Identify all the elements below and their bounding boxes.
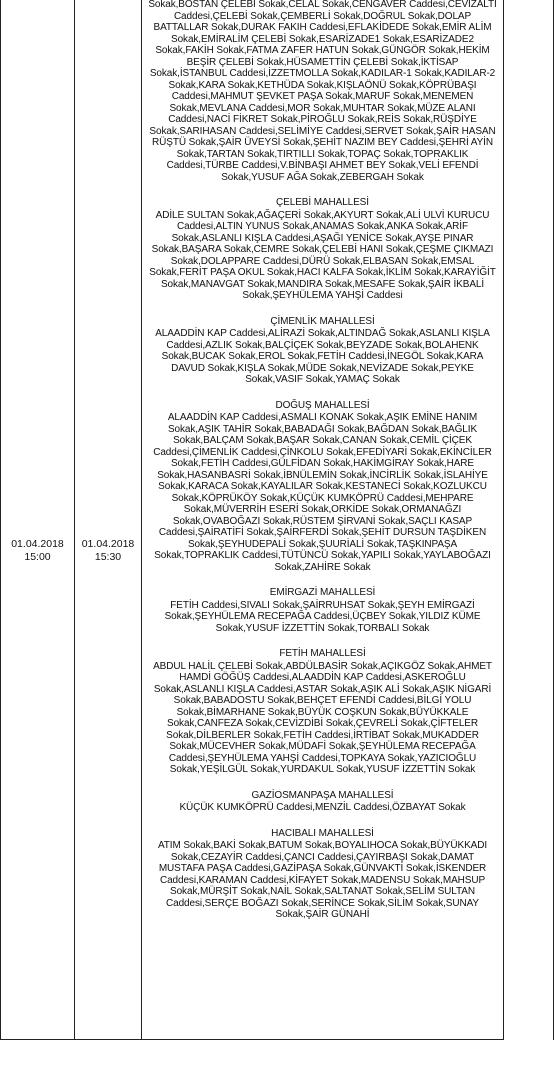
street-list: ADİLE SULTAN Sokak,AĞAÇERİ Sokak,AKYURT Sokak,ALİ ULVİ KURUCU Caddesi,ALTIN YUNUS Sokak,ANAMAS Sokak,ANKA Sokak,ARİF Sokak,ASLANLI KIŞLA Caddesi,AŞAĞI YENİCE Sokak,AYŞE PINAR Sokak,BAŞARA Sokak,CEMRE Sokak,ÇELEBİ HANI Sokak,ÇEŞME ÇIKMAZI Sokak,DOLAPPARE Caddesi,DÜRÜ Sokak,ELBASAN Sokak,EMSAL Sokak,FERİT PAŞA OKUL Sokak,HACI KALFA Sokak,İKLİM Sokak,KARAYİĞİT Sokak,MANAVGAT Sokak,MANDIRA Sokak,MESAFE Sokak,ŞAİR İKBALİ Sokak,ŞEYHÜLEMA YAHŞİ Caddesi <box>149 209 496 301</box>
row-border-bottom <box>0 1039 504 1040</box>
neighborhood-section <box>142 0 503 183</box>
column-border-left <box>0 0 1 1040</box>
street-list: KÜÇÜK KUMKÖPRÜ Caddesi,MENZİL Caddesi,ÖZBAYAT Sokak <box>179 802 466 813</box>
column-border-right <box>553 0 554 1040</box>
street-list: ALAADDİN KAP Caddesi,ALİRAZİ Sokak,ALTINDAĞ Sokak,ASLANLI KIŞLA Caddesi,AZLIK Sokak,BALÇİÇEK Sokak,BEYZADE Sokak,BOLAHENK Sokak,BUCAK Sokak,EROL Sokak,FETİH Caddesi,İNEGÖL Sokak,KARA DAVUD Sokak,KIŞLA Sokak,MÜDE Sokak,NEVİZADE Sokak,PEYKE Sokak,VASIF Sokak,YAMAÇ Sokak <box>155 328 490 385</box>
street-list: ABDUL HALİL ÇELEBİ Sokak,ABDÜLBASİR Sokak,AÇIKGÖZ Sokak,AHMET HAMDİ GÖĞÜŞ Caddesi,ALAADDİN KAP Caddesi,ASKEROĞLU Sokak,ASLANLI KIŞLA Caddesi,ASTAR Sokak,AŞIK ALİ Sokak,AŞIK NİGARİ Sokak,BABADOSTU Sokak,BEHÇET EFENDİ Caddesi,BİLGİ YOLU Sokak,BİMARHANE Sokak,BÜYÜK COŞKUN Sokak,BÜYÜKKALE Sokak,CANFEZA Sokak,CEVİZDİBİ Sokak,ÇEVRELİ Sokak,ÇİFTELER Sokak,DİLBERLER Sokak,FETİH Caddesi,İRTİBAT Sokak,MUKADDER Sokak,MÜCEVHER Sokak,MÜDAFİ Sokak,ŞEYHÜLEMA RECEPAĞA Caddesi,ŞEYHÜLEMA YAHŞİ Caddesi,TOPKAYA Sokak,YAZICIOĞLU Sokak,YEŞİLGÜL Sokak,YURDAKUL Sokak,YUSUF İZZETTİN Sokak <box>153 660 492 775</box>
end-datetime <box>75 538 141 564</box>
street-list: ATIM Sokak,BAKİ Sokak,BATUM Sokak,BOYALIHOCA Sokak,BÜYÜKKADI Sokak,CEZAYİR Caddesi,ÇANCI Caddesi,ÇAYIRBAŞI Sokak,DAMAT MUSTAFA PAŞA Caddesi,GAZİPAŞA Sokak,GÜNVAKTİ Sokak,İSKENDER Caddesi,KARAMAN Caddesi,KİFAYET Sokak,MADENSU Sokak,MAHSUP Sokak,MÜRŞİT Sokak,NAİL Sokak,SALTANAT Sokak,SELİM SULTAN Caddesi,SERÇE BOĞAZI Sokak,SERİNCE Sokak,SİLİM Sokak,SUNAY Sokak,ŞAİR GÜNAHİ <box>157 840 488 920</box>
neighborhood-title: DOĞUŞ MAHALLESİ <box>275 399 370 411</box>
neighborhood-title: ÇİMENLİK MAHALLESİ <box>270 315 375 327</box>
streets-column <box>142 0 503 935</box>
neighborhood-section <box>142 587 503 634</box>
street-list: ALAADDİN KAP Caddesi,ASMALI KONAK Sokak,AŞIK EMİNE HANIM Sokak,AŞIK TAHİR Sokak,BABADAĞI Sokak,BAĞDAN Sokak,BAĞLIK Sokak,BALÇAM Sokak,BAŞAR Sokak,CANAN Sokak,CEMİL ÇİÇEK Caddesi,ÇİMENLİK Caddesi,ÇİNKOLU Sokak,EFEDİYARİ Sokak,EKİNCİLER Sokak,FETİH Caddesi,GÜLFİDAN Sokak,HAKİMGİRAY Sokak,HARE Sokak,HASANBASRİ Sokak,İBNÜLEMİN Sokak,İNCİRLİK Sokak,İSLAHİYE Sokak,KARACA Sokak,KAYALILAR Sokak,KESTANECİ Sokak,KOZLUKCU Sokak,KÖPRÜKÖY Sokak,KÜÇÜK KUMKÖPRÜ Caddesi,MEHPARE Sokak,MÜVERRİH ESERİ Sokak,ORKİDE Sokak,ORMANAĞZI Sokak,OVABOĞAZI Sokak,RÜSTEM ŞİRVANİ Sokak,SAÇLI KASAP Caddesi,ŞAİRATİFİ Sokak,ŞAİRFERDİ Sokak,ŞEHİT DURSUN TAŞDİKEN Sokak,ŞEYHUDEPALİ Sokak,ŞUURİALİ Sokak,TAŞKINPAŞA Sokak,TOPRAKLIK Caddesi,TÜTÜNCÜ Sokak,YAPILI Sokak,YAYLABOĞAZI Sokak,ZAHİRE Sokak <box>153 412 492 573</box>
street-list: FETİH Caddesi,SIVALI Sokak,ŞAİRRUHSAT Sokak,ŞEYH EMİRGAZİ Sokak,ŞEYHÜLEMA RECEPAĞA Caddesi,ÜÇBEY Sokak,YILDIZ KÜME Sokak,YUSUF İZZETTİN Sokak,TORBALI Sokak <box>164 599 481 634</box>
neighborhood-section <box>142 400 503 574</box>
neighborhood-title: GAZİOSMANPAŞA MAHALLESİ <box>251 789 394 801</box>
neighborhood-section <box>142 648 503 776</box>
neighborhood-title: ÇELEBİ MAHALLESİ <box>276 197 369 208</box>
start-datetime <box>1 538 74 564</box>
neighborhood-section <box>142 197 503 302</box>
street-list: Sokak,BOSTAN ÇELEBİ Sokak,CELAL Sokak,CENGAVER Caddesi,CEVİZALTI Caddesi,ÇELEBİ Sokak,ÇEMBERLİ Sokak,DOĞRUL Sokak,DOLAP BATTALLAR Sokak,DURAK FAKIH Caddesi,EFLAKİDEDE Sokak,EMİR ALİM Sokak,EMİRALİM ÇELEBİ Sokak,ESARİZADE1 Sokak,ESARİZADE2 Sokak,FAKİH Sokak,FATMA ZAFER HATUN Sokak,GÜNGÖR Sokak,HEKİM BEŞİR ÇELEBİ Sokak,HÜSAMETTİN ÇELEBİ Sokak,İKTİSAP Sokak,İSTANBUL Caddesi,İZZETMOLLA Sokak,KADILAR-1 Sokak,KADILAR-2 Sokak,KARA Sokak,KETHÜDA Sokak,KIŞLAÖNÜ Sokak,KÖPRÜBAŞI Caddesi,MAHMUT ŞEVKET PAŞA Sokak,MARUF Sokak,MENEMEN Sokak,MEVLANA Caddesi,MOR Sokak,MUHTAR Sokak,MÜZE ALANI Caddesi,NACİ FİKRET Sokak,PİROĞLU Sokak,REİS Sokak,RÜŞDİYE Sokak,SARIHASAN Caddesi,SELİMİYE Caddesi,SERVET Sokak,ŞAİR HASAN RÜŞTÜ Sokak,ŞAİR ÜVEYSİ Sokak,ŞEHİT NAZIM BEY Caddesi,ŞEHRİ AYİN Sokak,TARTAN Sokak,TIRTILLI Sokak,TOPAÇ Sokak,TOPRAKLIK Caddesi,TÜRBE Caddesi,V.BİNBAŞI AHMET BEY Sokak,VELİ EFENDİ Sokak,YUSUF AĞA Sokak,ZEBERGAH Sokak <box>148 0 497 183</box>
neighborhood-title: FETİH MAHALLESİ <box>279 648 366 659</box>
neighborhood-section <box>142 316 503 386</box>
start-date: 01.04.2018 15:00 <box>11 538 64 563</box>
neighborhood-title: HACIBALI MAHALLESİ <box>271 827 374 839</box>
column-border-start <box>74 0 75 1040</box>
neighborhood-title: EMİRGAZİ MAHALLESİ <box>269 587 376 598</box>
neighborhood-section <box>142 828 503 921</box>
column-border-streets <box>503 0 504 1040</box>
neighborhood-section <box>142 790 503 814</box>
end-date: 01.04.2018 15:30 <box>81 538 135 563</box>
